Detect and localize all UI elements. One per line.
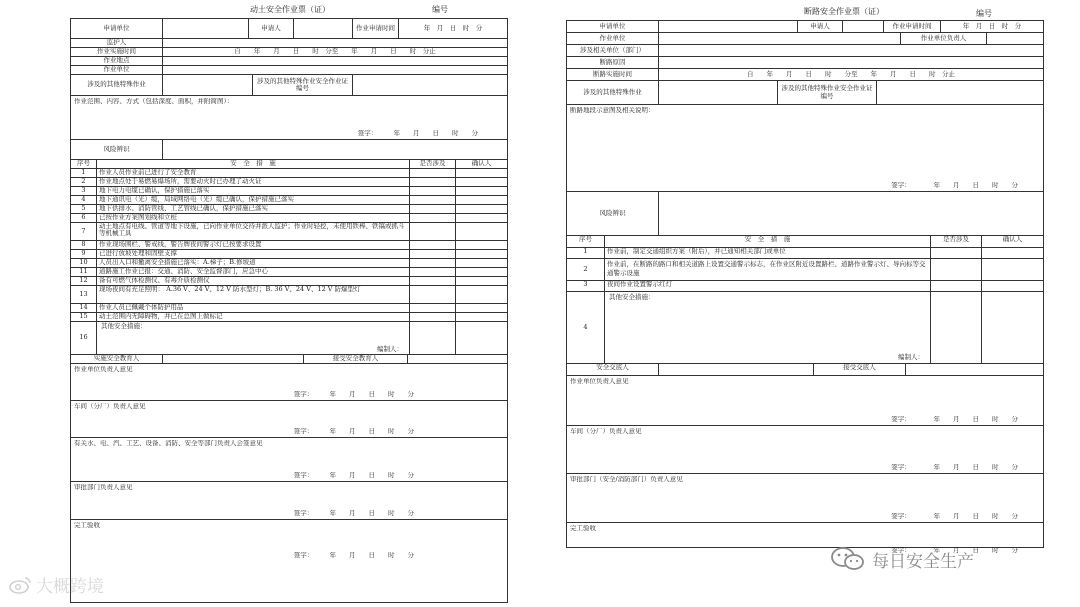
f1-op-opinion-label: 作业单位负责人意见	[74, 366, 133, 373]
f2-special-work-field[interactable]	[659, 81, 778, 104]
f1-measure-text: 作业现场围栏、警戒线，警告牌夜间警示灯已按要求设置	[97, 241, 410, 249]
f1-measure-row	[71, 205, 507, 214]
f1-measure-involved[interactable]	[410, 313, 456, 321]
f1-risk-field[interactable]	[163, 140, 507, 159]
f1-applicant-unit-label: 申请单位	[71, 19, 163, 38]
f1-other-measures-label: 其他安全措施：	[101, 322, 147, 330]
f1-special-work-field[interactable]	[163, 75, 253, 95]
f2-other-measures-label: 其他安全措施：	[609, 293, 655, 301]
f2-receiver-field[interactable]	[906, 364, 1043, 375]
f1-measure-text: 地下通讯电（光）缆，局域网络电（光）缆已确认，保护措施已落实	[97, 196, 410, 204]
f1-measure-involved[interactable]	[410, 286, 456, 303]
f2-work-unit-head-field[interactable]	[987, 33, 1043, 44]
f2-ws-opinion-sign: 签字： 年 月 日 时 分	[891, 463, 1018, 471]
f1-measure-no: 4	[71, 196, 97, 204]
f1-measure-confirm[interactable]	[456, 250, 507, 258]
f1-complete-label: 完工验收	[74, 522, 100, 529]
watermark-right	[830, 546, 974, 572]
f1-op-opinion-sign: 签字： 年 月 日 时 分	[293, 390, 414, 398]
f2-col-involved: 是否涉及	[931, 236, 982, 247]
f2-applicant-label: 申请人	[798, 21, 843, 32]
f1-dept-opinion-sign: 签字： 年 月 日 时 分	[293, 471, 414, 479]
f2-measure-text: 夜间作业设置警示红灯	[605, 281, 931, 291]
f2-ws-opinion-label: 车间（分厂）负责人意见	[570, 428, 642, 435]
f1-guardian-field[interactable]	[163, 39, 507, 47]
f2-work-unit-head-label: 作业单位负责人	[901, 33, 987, 44]
f1-measure-text: 作业人员作业前已进行了安全教育	[97, 169, 410, 177]
f1-edu-recv-field[interactable]	[408, 355, 507, 363]
f1-measure-row	[71, 187, 507, 196]
f1-measure-text: 作业人员已佩戴个体防护用品	[97, 304, 410, 312]
f2-measure-involved[interactable]	[931, 281, 982, 291]
f2-op-opinion-label: 作业单位负责人意见	[570, 378, 629, 385]
f1-measure-row	[71, 214, 507, 223]
f1-scope-section[interactable]	[71, 96, 507, 140]
f1-measure-row	[71, 223, 507, 241]
f1-measure-involved[interactable]	[410, 268, 456, 276]
f2-measure-row-other	[567, 292, 1043, 364]
f1-measure-no: 11	[71, 268, 97, 276]
f1-measure-no: 16	[71, 322, 97, 354]
f2-risk-label: 风险辨识	[567, 192, 659, 235]
f2-measure-no: 3	[567, 281, 605, 291]
f2-risk-field[interactable]	[659, 192, 1043, 235]
f2-map-section[interactable]	[567, 105, 1043, 192]
f1-approve-opinion-section[interactable]	[71, 482, 507, 520]
f2-measure-confirm[interactable]	[982, 292, 1043, 363]
f2-special-work-label: 涉及的其他特殊作业	[567, 81, 659, 104]
f2-impl-time-field[interactable]: 自 年 月 日 时 分至 年 月 日 时 分止	[747, 69, 955, 78]
f1-measure-no: 15	[71, 313, 97, 321]
f1-location-field[interactable]	[163, 57, 507, 65]
f2-measure-confirm[interactable]	[982, 281, 1043, 291]
f1-special-cert-field[interactable]	[353, 75, 507, 95]
f1-edu-recv-label: 接受安全教育人	[304, 355, 408, 363]
f2-measure-row	[567, 259, 1043, 281]
f1-measure-involved[interactable]	[410, 169, 456, 177]
f1-measure-involved[interactable]	[410, 241, 456, 249]
f1-measure-confirm[interactable]	[456, 169, 507, 177]
f1-measure-no: 9	[71, 250, 97, 258]
f1-dept-opinion-section[interactable]	[71, 438, 507, 482]
f2-reason-field[interactable]	[659, 57, 1043, 68]
f1-measure-row	[71, 268, 507, 277]
form1-table	[70, 18, 508, 603]
f2-other-measures[interactable]	[605, 292, 931, 363]
f2-special-cert-field[interactable]	[877, 81, 1043, 104]
f1-measure-row	[71, 277, 507, 286]
f2-approve-opinion-sign: 签字： 年 月 日 时 分	[891, 512, 1018, 520]
f2-reason-label: 断路原因	[567, 57, 659, 68]
f1-measure-involved[interactable]	[410, 277, 456, 285]
f1-scope-sign: 签字： 年 月 日 时 分	[357, 129, 478, 137]
f1-guardian-label: 监护人	[71, 39, 163, 47]
f1-measure-text: 作业地点处于易燃易爆场所，需要动火时已办理了动火证	[97, 178, 410, 186]
f1-measure-text: 地下电力电缆已确认，保护措施已落实	[97, 187, 410, 195]
f1-measure-text: 现场夜间有充足照明： A.36 V、24 V、12 V 防水型灯；B. 36 V、24 V、12 V 防爆型灯	[97, 286, 410, 303]
f1-measure-text: 备有可燃气体检测仪、有毒介质检测仪	[97, 277, 410, 285]
f1-measure-confirm[interactable]	[456, 187, 507, 195]
f2-measure-text: 作业前，制定交通组织方案（附后），并已通知相关部门或单位	[605, 248, 931, 258]
f1-measure-involved[interactable]	[410, 223, 456, 240]
f1-measure-row	[71, 313, 507, 322]
f2-col-no: 序号	[567, 236, 605, 247]
f2-map-sign: 签字： 年 月 日 时 分	[891, 181, 1018, 189]
f1-measure-confirm[interactable]	[456, 277, 507, 285]
f1-measure-involved[interactable]	[410, 214, 456, 222]
f2-measure-confirm[interactable]	[982, 248, 1043, 258]
f1-apply-time-label: 作业申请时间	[353, 19, 399, 38]
f1-measure-confirm[interactable]	[456, 268, 507, 276]
form1-title: 动土安全作业票（证）	[250, 5, 330, 14]
f1-measure-involved[interactable]	[410, 178, 456, 186]
f2-applicant-unit-field[interactable]	[659, 21, 798, 32]
f1-measure-involved[interactable]	[410, 304, 456, 312]
f2-measure-confirm[interactable]	[982, 259, 1043, 280]
f2-measure-involved[interactable]	[931, 259, 982, 280]
f1-other-measures-author: 编制人：	[377, 344, 403, 353]
f1-measure-no: 13	[71, 286, 97, 303]
f2-measure-row	[567, 281, 1043, 292]
f1-measure-involved[interactable]	[410, 322, 456, 354]
f1-ws-opinion-section[interactable]	[71, 401, 507, 438]
f2-impl-time-label: 断路实施时间	[567, 69, 659, 80]
f2-col-confirm: 确认人	[1002, 236, 1023, 243]
f1-col-measures: 安 全 措 施	[97, 160, 410, 168]
f2-complete-sign: 签字： 年 月 日 时 分	[891, 546, 1018, 554]
f1-complete-section[interactable]	[71, 520, 507, 561]
form2-number-label: 编号	[976, 9, 992, 18]
f2-work-unit-label: 作业单位	[567, 33, 659, 44]
f1-impl-time-field[interactable]: 自 年 月 日 时 分至 年 月 日 时 分止	[234, 48, 436, 55]
f2-measure-no: 4	[567, 292, 605, 363]
f1-measure-row	[71, 286, 507, 304]
f1-approve-opinion-label: 审批部门负责人意见	[74, 484, 133, 491]
f1-location-label: 作业地点	[71, 57, 163, 65]
f1-measure-involved[interactable]	[410, 259, 456, 267]
f1-work-unit-field[interactable]	[163, 66, 507, 74]
f1-measure-involved[interactable]	[410, 196, 456, 204]
f1-col-confirm: 确认人	[471, 160, 492, 167]
watermark-right-text: 每日安全生产	[872, 551, 974, 572]
f2-work-unit-field[interactable]	[659, 33, 901, 44]
form2-table	[566, 20, 1044, 554]
f1-measure-involved[interactable]	[410, 250, 456, 258]
f1-measure-confirm[interactable]	[456, 241, 507, 249]
f1-applicant-unit-field[interactable]	[163, 19, 249, 38]
f1-measure-row	[71, 250, 507, 259]
f1-special-cert-label: 涉及的其他特殊作业安全作业证编号	[253, 75, 353, 95]
f1-measure-no: 3	[71, 187, 97, 195]
form1-number-label: 编号	[432, 5, 448, 14]
f2-measure-involved[interactable]	[931, 292, 982, 363]
f2-col-measures: 安 全 措 施	[605, 236, 931, 247]
f1-measure-involved[interactable]	[410, 187, 456, 195]
f1-applicant-label: 申请人	[249, 19, 294, 38]
f2-other-measures-author: 编制人：	[898, 352, 924, 361]
f1-work-unit-label: 作业单位	[71, 66, 163, 74]
f1-measure-no: 6	[71, 214, 97, 222]
f1-dept-opinion-label: 有关水、电、汽、工艺、设备、消防、安全等部门负责人会签意见	[74, 440, 263, 447]
f1-measure-row	[71, 304, 507, 313]
f1-measure-row-other	[71, 322, 507, 355]
watermark-left-text: 大概跨境	[36, 577, 104, 597]
f2-dept-label: 涉及相关单位（部门）	[567, 45, 659, 56]
form2-title: 断路安全作业票（证）	[804, 7, 884, 16]
f2-dept-field[interactable]	[659, 45, 1043, 56]
excavation-permit-form	[70, 3, 508, 603]
f1-measure-row	[71, 259, 507, 268]
f1-apply-time-field[interactable]: 年 月 日 时 分	[423, 23, 483, 32]
f1-risk-label: 风险辨识	[71, 140, 163, 159]
f1-measure-row	[71, 196, 507, 205]
f1-measure-no: 7	[71, 223, 97, 240]
weibo-logo-icon	[8, 575, 32, 595]
f2-apply-time-field[interactable]: 年 月 日 时 分	[962, 21, 1022, 30]
f1-measure-involved[interactable]	[410, 205, 456, 213]
f2-measure-involved[interactable]	[931, 248, 982, 258]
f1-col-no: 序号	[71, 160, 97, 168]
f1-measure-no: 8	[71, 241, 97, 249]
f1-op-opinion-section[interactable]	[71, 364, 507, 401]
f2-approve-opinion-label: 审批部门（安全/消防部门）负责人意见	[570, 476, 683, 483]
f1-edu-by-field[interactable]	[163, 355, 304, 363]
f1-measure-text: 地下供排水、消防管线、工艺管线已确认，保护措施已落实	[97, 205, 410, 213]
f2-ws-opinion-section[interactable]	[567, 426, 1043, 474]
f2-complete-label: 完工验收	[570, 525, 596, 532]
f1-measure-confirm[interactable]	[456, 259, 507, 267]
f1-measure-row	[71, 241, 507, 250]
f2-apply-time-label: 作业申请时间	[884, 21, 941, 32]
f1-measure-no: 10	[71, 259, 97, 267]
f2-measure-row	[567, 248, 1043, 259]
f2-op-opinion-section[interactable]	[567, 376, 1043, 426]
f1-measure-text: 道路施工作业已报：交通、消防、安全监督部门，应急中心	[97, 268, 410, 276]
f2-measure-no: 2	[567, 259, 605, 280]
f1-measure-row	[71, 178, 507, 187]
road-closure-permit-form	[566, 3, 1044, 554]
f1-measure-confirm[interactable]	[456, 205, 507, 213]
f1-measure-no: 2	[71, 178, 97, 186]
f1-measure-text: 动土范围内无障碍物，并已在总图上做标记	[97, 313, 410, 321]
wechat-logo-icon	[830, 546, 866, 572]
f1-measure-no: 1	[71, 169, 97, 177]
f1-measure-text: 已进行放坡处理和固壁支撑	[97, 250, 410, 258]
f1-applicant-field[interactable]	[294, 19, 353, 38]
f2-applicant-unit-label: 申请单位	[567, 21, 659, 32]
f2-receiver-label: 接受交底人	[814, 364, 906, 375]
f1-edu-by-label: 实施安全教育人	[71, 355, 163, 363]
f1-ws-opinion-label: 车间（分厂）负责人意见	[74, 403, 146, 410]
f1-complete-sign: 签字： 年 月 日 时 分	[293, 551, 414, 559]
f1-measure-text: 已按作业方案图划线和立桩	[97, 214, 410, 222]
f2-handover-field[interactable]	[659, 364, 814, 375]
f1-special-work-label: 涉及的其他特殊作业	[71, 75, 163, 95]
f1-scope-label: 作业范围、内容、方式（包括深度、面积，并附简图）：	[74, 98, 234, 105]
f2-handover-label: 安全交底人	[567, 364, 659, 375]
watermark-left	[8, 572, 104, 597]
f1-approve-opinion-sign: 签字： 年 月 日 时 分	[293, 509, 414, 517]
f1-measure-no: 5	[71, 205, 97, 213]
f2-op-opinion-sign: 签字： 年 月 日 时 分	[891, 415, 1018, 423]
f1-measure-confirm[interactable]	[456, 322, 507, 354]
f2-map-label: 断路地段示意图及相关说明：	[570, 107, 655, 114]
f1-measure-confirm[interactable]	[456, 214, 507, 222]
f1-measure-confirm[interactable]	[456, 304, 507, 312]
f1-measure-confirm[interactable]	[456, 223, 507, 240]
f1-measure-confirm[interactable]	[456, 178, 507, 186]
f2-measure-no: 1	[567, 248, 605, 258]
f1-impl-time-label: 作业实施时间	[71, 48, 163, 56]
f1-measure-text: 动土地点有电线、管道等地下设施，已向作业单位交待并派人监护；作业时轻挖，未使用铁棒、铁镐或抓斗等机械工具	[97, 223, 410, 240]
f2-approve-opinion-section[interactable]	[567, 474, 1043, 523]
f1-measure-confirm[interactable]	[456, 286, 507, 303]
f1-col-involved: 是否涉及	[410, 160, 456, 168]
f1-other-measures[interactable]	[97, 322, 410, 354]
f1-measure-no: 14	[71, 304, 97, 312]
f2-special-cert-label: 涉及的其他特殊作业安全作业证编号	[778, 81, 877, 104]
f1-measure-row	[71, 169, 507, 178]
f1-measure-confirm[interactable]	[456, 313, 507, 321]
f2-measure-text: 作业前，在断路的路口和相关道路上设置交通警示标志，在作业区附近设置路栏、道路作业警示灯、导向标等交通警示设施	[605, 259, 931, 280]
f1-measure-no: 12	[71, 277, 97, 285]
f1-ws-opinion-sign: 签字： 年 月 日 时 分	[293, 427, 414, 435]
f1-measure-text: 人员出入口和撤离安全措施已落实：A.梯子；B.修坡道	[97, 259, 410, 267]
f1-measure-confirm[interactable]	[456, 196, 507, 204]
f2-applicant-field[interactable]	[843, 21, 884, 32]
